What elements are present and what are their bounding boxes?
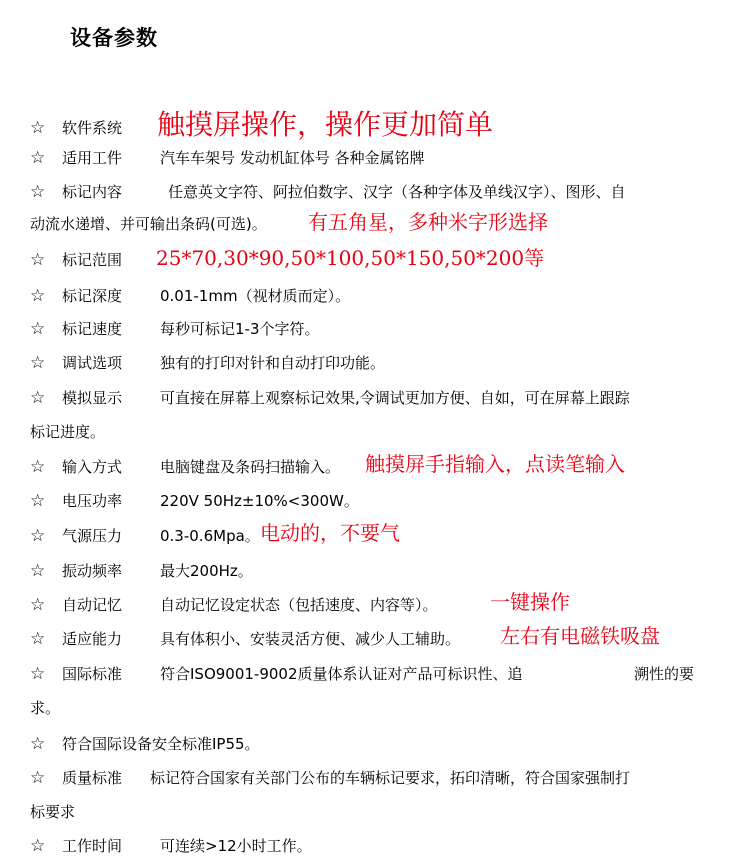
param-label: 软件系统 (62, 119, 123, 137)
param-value-continued: 求。 (30, 699, 61, 717)
star-icon: ☆ (30, 457, 46, 477)
param-value: 标记符合国家有关部门公布的车辆标记要求，拓印清晰，符合国家强制打 (150, 769, 631, 787)
star-icon: ☆ (30, 768, 46, 788)
param-label: 电压功率 (62, 492, 123, 510)
highlight-note: 触摸屏手指输入，点读笔输入 (365, 452, 625, 476)
param-label: 振动频率 (62, 562, 123, 580)
param-value: 汽车车架号 发动机缸体号 各种金属铭牌 (160, 149, 425, 167)
highlight-note: 25*70,30*90,50*100,50*150,50*200等 (156, 246, 545, 270)
page-title: 设备参数 (70, 26, 158, 50)
star-icon: ☆ (30, 286, 46, 306)
param-value: 可直接在屏幕上观察标记效果,令调试更加方便、自如，可在屏幕上跟踪 (160, 389, 630, 407)
star-icon: ☆ (30, 148, 46, 168)
star-icon: ☆ (30, 118, 46, 138)
param-value: 最大200Hz。 (160, 562, 253, 580)
param-value: 0.3-0.6Mpa。 (160, 527, 260, 545)
star-icon: ☆ (30, 629, 46, 649)
param-label: 自动记忆 (62, 596, 123, 614)
highlight-note: 有五角星，多种米字形选择 (308, 210, 548, 234)
param-label: 标记速度 (62, 320, 123, 338)
param-label: 工作时间 (62, 837, 123, 855)
star-icon: ☆ (30, 319, 46, 339)
param-label: 质量标准 (62, 769, 123, 787)
param-label: 适用工件 (62, 149, 123, 167)
param-label: 标记内容 (62, 183, 123, 201)
star-icon: ☆ (30, 561, 46, 581)
star-icon: ☆ (30, 836, 46, 856)
param-value-continued: 标记进度。 (30, 423, 106, 441)
param-value: 电脑键盘及条码扫描输入。 (160, 458, 341, 476)
star-icon: ☆ (30, 182, 46, 202)
param-label: 调试选项 (62, 354, 123, 372)
param-label: 符合国际设备安全标准IP55。 (62, 735, 260, 753)
star-icon: ☆ (30, 526, 46, 546)
param-label: 气源压力 (62, 527, 123, 545)
param-row-software (0, 108, 740, 144)
highlight-note: 触摸屏操作，操作更加简单 (157, 108, 494, 141)
star-icon: ☆ (30, 388, 46, 408)
param-value: 符合ISO9001-9002质量体系认证对产品可标识性、追 (160, 665, 523, 683)
param-value: 可连续>12小时工作。 (160, 837, 312, 855)
param-value-continued: 标要求 (30, 803, 76, 821)
param-label: 标记范围 (62, 251, 123, 269)
highlight-note: 电动的，不要气 (260, 521, 400, 545)
param-value: 0.01-1mm（视材质而定）。 (160, 287, 351, 305)
param-value: 具有体积小、安装灵活方便、减少人工辅助。 (160, 630, 461, 648)
param-label: 输入方式 (62, 458, 123, 476)
star-icon: ☆ (30, 250, 46, 270)
highlight-note: 左右有电磁铁吸盘 (500, 624, 660, 648)
highlight-note: 一键操作 (490, 590, 570, 614)
param-label: 标记深度 (62, 287, 123, 305)
star-icon: ☆ (30, 664, 46, 684)
param-value-tail: 溯性的要 (634, 665, 695, 683)
param-label: 国际标准 (62, 665, 123, 683)
star-icon: ☆ (30, 353, 46, 373)
param-label: 适应能力 (62, 630, 123, 648)
param-value: 自动记忆设定状态（包括速度、内容等）。 (160, 596, 438, 614)
param-label: 模拟显示 (62, 389, 123, 407)
param-value-continued: 动流水递增、并可输出条码(可选)。 (30, 215, 267, 233)
param-value: 每秒可标记1-3个字符。 (160, 320, 320, 338)
star-icon: ☆ (30, 595, 46, 615)
param-value: 220V 50Hz±10%<300W。 (160, 492, 359, 510)
star-icon: ☆ (30, 491, 46, 511)
star-icon: ☆ (30, 734, 46, 754)
param-value: 任意英文字符、阿拉伯数字、汉字（各种字体及单线汉字）、图形、自 (168, 183, 626, 201)
param-value: 独有的打印对针和自动打印功能。 (160, 354, 386, 372)
